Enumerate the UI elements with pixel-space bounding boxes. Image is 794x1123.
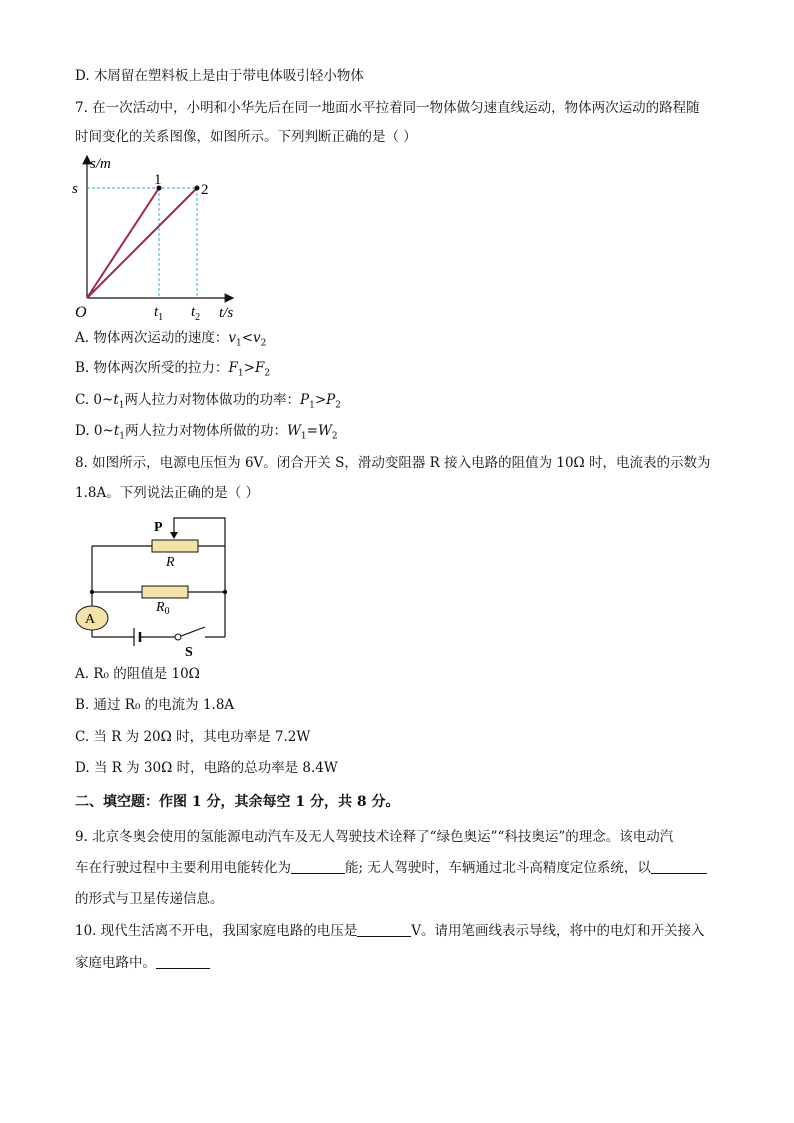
q7-st-graph bbox=[70, 150, 310, 325]
svg-text:R0: $R_0$ bbox=[156, 600, 170, 617]
graph-line-1 bbox=[87, 188, 159, 298]
point-2 bbox=[195, 186, 200, 191]
line-2-label: 2 bbox=[201, 182, 209, 198]
q8-option-d: D. 当 R 为 30Ω 时，电路的总功率是 8.4W bbox=[75, 760, 338, 776]
rheostat-r bbox=[152, 540, 198, 552]
q9-blank-2[interactable] bbox=[651, 859, 707, 874]
q8-stem-line1: 8. 如图所示，电源电压恒为 6V。闭合开关 S，滑动变阻器 R 接入电路的阻值为 10Ω 时，电流表的示数为 bbox=[75, 455, 711, 471]
q7-option-b: B. 物体两次所受的拉力：$F_1>F_2$ bbox=[75, 360, 271, 379]
q9-blank-1[interactable] bbox=[291, 859, 345, 874]
q6-option-d: D. 木屑留在塑料板上是由于带电体吸引轻小物体 bbox=[75, 68, 364, 84]
q8-circuit-diagram bbox=[70, 510, 250, 660]
q7-stem-line2: 时间变化的关系图像，如图所示。下列判断正确的是（ ） bbox=[75, 129, 417, 145]
q7-stem-line1: 7. 在一次活动中，小明和小华先后在同一地面水平拉着同一物体做匀速直线运动，物体两次运动的路程随 bbox=[75, 100, 700, 116]
q8-option-b: B. 通过 R₀ 的电流为 1.8A bbox=[75, 697, 235, 713]
q7-option-a: A. 物体两次运动的速度：$v_1<v_2$ bbox=[75, 330, 267, 349]
t1-tick-label: $t_1$ bbox=[154, 304, 164, 323]
svg-text:A: A bbox=[85, 612, 96, 627]
svg-text:P: P bbox=[154, 520, 163, 535]
q9-line2: 车在行驶过程中主要利用电能转化为 能; 无人驾驶时，车辆通过北斗高精度定位系统，以 bbox=[75, 858, 707, 878]
q9-line1: 9. 北京冬奥会使用的氢能源电动汽车及无人驾驶技术诠释了“绿色奥运”“科技奥运”的理念。该电动汽 bbox=[75, 829, 674, 845]
q8-option-c: C. 当 R 为 20Ω 时，其电功率是 7.2W bbox=[75, 729, 311, 745]
switch-s-blade bbox=[181, 627, 205, 636]
q7-option-d: D. $0\sim t_1$两人拉力对物体所做的功：$W_1=W_2$ bbox=[75, 423, 338, 442]
switch-s-contact bbox=[175, 634, 181, 640]
t2-tick-label: $t_2$ bbox=[191, 304, 201, 323]
q10-blank-2[interactable] bbox=[156, 954, 210, 969]
x-axis-label: t/s bbox=[219, 305, 234, 321]
svg-text:R: R bbox=[166, 555, 175, 570]
q8-stem-line2: 1.8A。下列说法正确的是（ ） bbox=[75, 485, 260, 501]
section2-heading: 二、填空题：作图 1 分，其余每空 1 分，共 8 分。 bbox=[75, 794, 400, 810]
q10-line1: 10. 现代生活离不开电，我国家庭电路的电压是 V。请用笔画线表示导线，将中的电灯和开关接入 bbox=[75, 923, 705, 939]
line-1-label: 1 bbox=[154, 172, 162, 188]
resistor-r0 bbox=[142, 586, 188, 598]
s-tick-label: s bbox=[72, 181, 78, 197]
q9-line3: 的形式与卫星传递信息。 bbox=[75, 891, 224, 907]
origin-label: O bbox=[75, 304, 87, 321]
graph-line-2 bbox=[87, 188, 197, 298]
q7-option-c: C. $0\sim t_1$两人拉力对物体做功的功率：$P_1>P_2$ bbox=[75, 392, 341, 411]
svg-text:S: S bbox=[185, 645, 193, 660]
q8-option-a: A. R₀ 的阻值是 10Ω bbox=[75, 666, 200, 682]
q10-line2: 家庭电路中。 bbox=[75, 953, 210, 973]
q10-blank-1[interactable] bbox=[357, 922, 411, 937]
y-axis-label: s/m bbox=[90, 156, 111, 172]
